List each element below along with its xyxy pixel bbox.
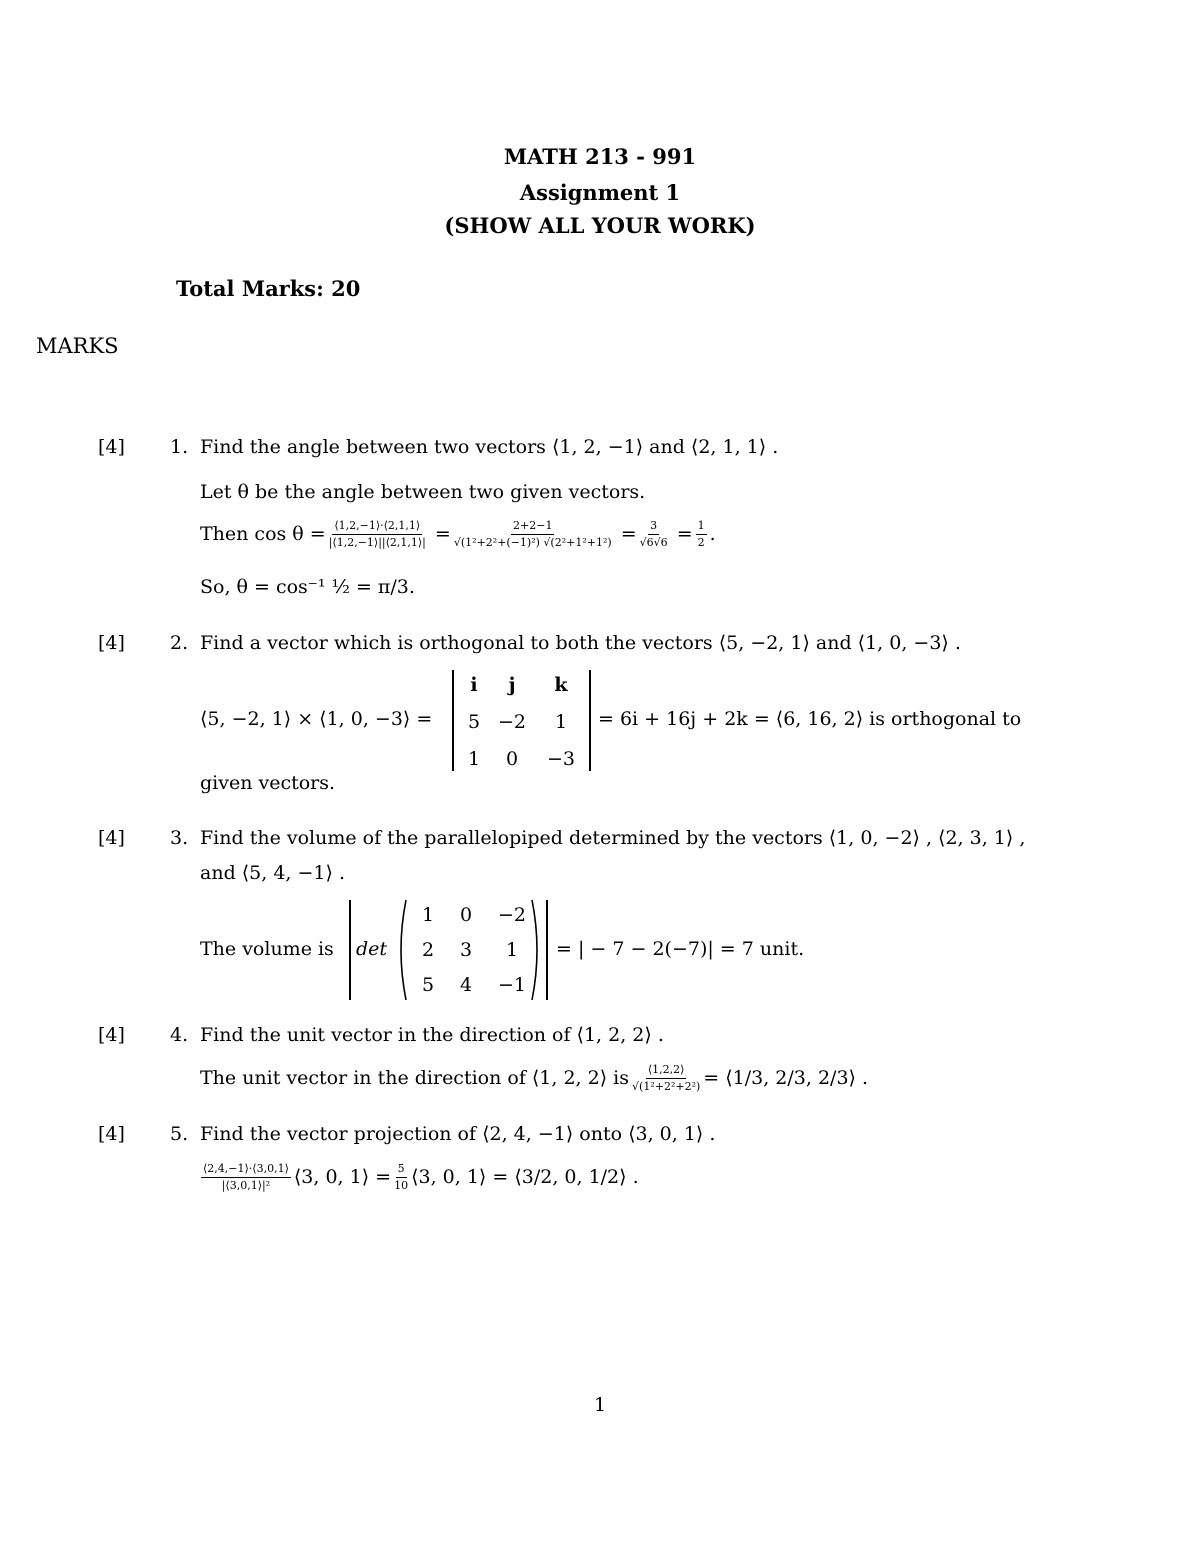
question-marks: [4] — [98, 436, 125, 458]
cos-equation: Then cos θ = $\frac{⟨1,2,-1⟩\cdot⟨2,1,1⟩}{|⟨1,2,-1⟩||⟨2,1,1⟩|}$ = $\frac{2+2-1}{\text{√(1²+2²+(−1)²) √(2²+1²+1²)}}$ = $\frac{3}{√6√6}$ = $\frac{1}{2}$ . — [200, 519, 716, 549]
fraction — [454, 520, 612, 548]
question-prompt: Find a vector which is orthogonal to both the vectors ⟨5, −2, 1⟩ and ⟨1, 0, −3⟩ . — [200, 632, 961, 654]
question-number: 1. — [170, 436, 189, 458]
marks-label: MARKS — [36, 334, 119, 358]
cross-product-rhs: = 6i + 16j + 2k = ⟨6, 16, 2⟩ is orthogonal to — [598, 708, 1022, 730]
matrix-cell: −3 — [546, 748, 575, 770]
matrix-cell: 1 — [505, 939, 519, 961]
answer-line: So, θ = cos⁻¹ ½ = π/3. — [200, 576, 415, 598]
course-title: MATH 213 - 991 — [503, 144, 697, 169]
question-prompt: Find the vector projection of ⟨2, 4, −1⟩ onto ⟨3, 0, 1⟩ . — [200, 1123, 716, 1145]
question-marks: [4] — [98, 827, 125, 849]
abs-bar-left — [349, 900, 351, 1000]
fraction — [394, 1163, 408, 1191]
question-number: 4. — [170, 1024, 189, 1046]
numerator: 1 — [696, 520, 707, 535]
matrix-cell: k — [554, 674, 568, 696]
question-prompt: Find the angle between two vectors ⟨1, 2, −1⟩ and ⟨2, 1, 1⟩ . — [200, 436, 779, 458]
denominator: √(1²+2²+(−1)²) √(2²+1²+1²) — [453, 535, 612, 549]
question-prompt: and ⟨5, 4, −1⟩ . — [200, 862, 346, 884]
question-number: 2. — [170, 632, 189, 654]
answer-text: The unit vector in the direction of ⟨1, 2, 2⟩ is — [200, 1066, 630, 1089]
matrix — [408, 906, 540, 995]
denominator: 10 — [394, 1178, 409, 1192]
question-number: 3. — [170, 827, 189, 849]
matrix-cell: 2 — [421, 939, 435, 961]
matrix-cell: 0 — [459, 904, 473, 926]
question-marks: [4] — [98, 1024, 125, 1046]
unit-vector-equation — [200, 1064, 868, 1092]
right-paren-icon — [530, 898, 544, 1002]
matrix-cell: 5 — [467, 711, 481, 733]
denominator: 2 — [697, 535, 705, 549]
volume-rhs: = | − 7 − 2(−7)| = 7 unit. — [556, 938, 805, 960]
det-bar-right — [589, 670, 591, 771]
fraction — [632, 1064, 700, 1092]
question-prompt: Find the unit vector in the direction of ⟨1, 2, 2⟩ . — [200, 1024, 664, 1046]
numerator: 3 — [648, 520, 659, 535]
matrix-cell: j — [508, 674, 516, 696]
numerator: 2+2−1 — [511, 520, 554, 535]
numerator: ⟨2,4,−1⟩·⟨3,0,1⟩ — [201, 1163, 291, 1178]
answer-result: ⟨3, 0, 1⟩ = ⟨3/2, 0, 1/2⟩ . — [411, 1165, 639, 1188]
then-label: Then cos θ = — [200, 522, 326, 545]
matrix-cell: −2 — [497, 904, 526, 926]
numerator: ⟨1,2,2⟩ — [646, 1064, 687, 1079]
instruction: (SHOW ALL YOUR WORK) — [444, 213, 756, 238]
matrix-cell: 1 — [421, 904, 435, 926]
matrix-cell: 3 — [459, 939, 473, 961]
det-bar-left — [452, 670, 454, 771]
matrix-cell: 1 — [554, 711, 568, 733]
assignment-title: Assignment 1 — [519, 180, 681, 205]
fraction — [329, 520, 426, 548]
matrix-cell: i — [470, 674, 478, 696]
numerator: ⟨1,2,−1⟩·⟨2,1,1⟩ — [332, 520, 422, 535]
abs-bar-right — [546, 900, 548, 1000]
matrix-cell: 5 — [421, 974, 435, 996]
answer-result: = ⟨1/3, 2/3, 2/3⟩ . — [703, 1066, 869, 1089]
matrix-cell: −2 — [497, 711, 526, 733]
det-label: det — [356, 938, 388, 960]
cross-product-lhs: ⟨5, −2, 1⟩ × ⟨1, 0, −3⟩ = — [200, 708, 433, 730]
matrix-cell: −1 — [497, 974, 526, 996]
projection-equation — [198, 1163, 639, 1191]
matrix-cell: 4 — [459, 974, 473, 996]
page-number: 1 — [593, 1394, 607, 1416]
matrix-cell: 1 — [467, 748, 481, 770]
volume-lhs: The volume is — [200, 938, 334, 960]
denominator: √(1²+2²+2²) — [632, 1079, 701, 1093]
numerator: 5 — [396, 1163, 407, 1178]
matrix — [460, 676, 586, 769]
question-marks: [4] — [98, 632, 125, 654]
fraction — [696, 520, 707, 548]
answer-text: ⟨3, 0, 1⟩ = — [293, 1165, 392, 1188]
fraction — [201, 1163, 291, 1191]
question-number: 5. — [170, 1123, 189, 1145]
denominator: |⟨1,2,−1⟩||⟨2,1,1⟩| — [328, 535, 426, 549]
fraction — [640, 520, 668, 548]
question-marks: [4] — [98, 1123, 125, 1145]
matrix-cell: 0 — [505, 748, 519, 770]
denominator: √6√6 — [639, 535, 668, 549]
denominator: |⟨3,0,1⟩|² — [221, 1178, 271, 1192]
left-paren-icon — [394, 898, 408, 1002]
total-marks: Total Marks: 20 — [176, 276, 361, 301]
answer-line: Let θ be the angle between two given vectors. — [200, 481, 646, 503]
answer-line: given vectors. — [200, 772, 336, 794]
question-prompt: Find the volume of the parallelopiped determined by the vectors ⟨1, 0, −2⟩ , ⟨2, 3, 1⟩ , — [200, 827, 1026, 849]
